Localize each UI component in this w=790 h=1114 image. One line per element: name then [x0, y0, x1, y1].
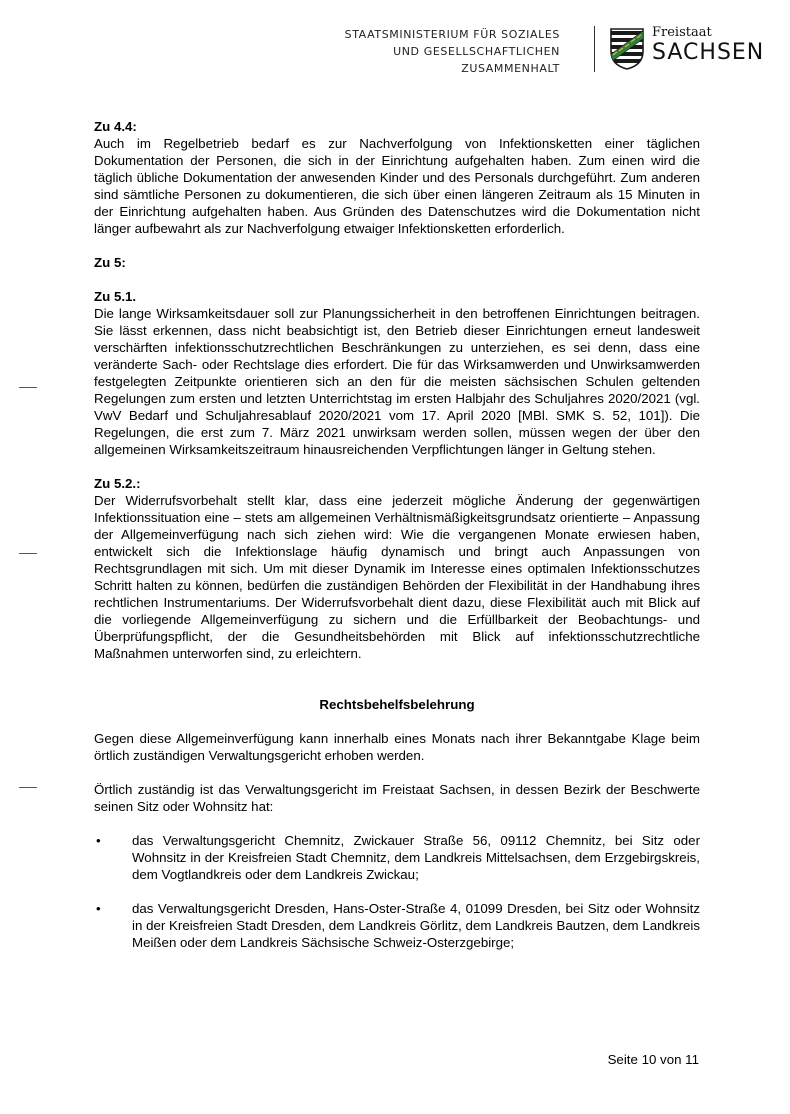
margin-fold-mark — [19, 787, 37, 788]
page-number: Seite 10 von 11 — [607, 1052, 699, 1067]
ministry-line: ZUSAMMENHALT — [461, 62, 560, 75]
bullet-icon: • — [96, 901, 101, 916]
rechtsbehelf-title: Rechtsbehelfsbelehrung — [319, 697, 475, 712]
brand-top-text: Freistaat — [652, 25, 712, 40]
section-heading-4-4: Zu 4.4: — [94, 119, 137, 134]
header-divider — [594, 26, 595, 72]
list-item — [94, 900, 700, 951]
rechtsbehelf-paragraph: Gegen diese Allgemeinverfügung kann innerhalb eines Monats nach ihrer Bekanntgabe Klage beim örtlich zuständigen Verwaltungsgericht erhoben werden. — [94, 731, 700, 763]
ministry-name — [345, 26, 560, 77]
brand-logo — [652, 26, 764, 66]
list-item-text: das Verwaltungsgericht Dresden, Hans-Oster-Straße 4, 01099 Dresden, bei Sitz oder Wohnsitz in der Kreisfreien Stadt Dresden, dem Landkreis Görlitz, dem Landkreis Bautzen, dem Landkreis Meißen oder dem Landkreis Sächsische Schweiz-Osterzgebirge; — [132, 901, 700, 950]
section-text-5-1: Die lange Wirksamkeitsdauer soll zur Planungssicherheit in den betroffenen Einrichtungen beitragen. Sie lässt erkennen, dass nicht beabsichtigt ist, den Betrieb dieser Einrichtungen erneut landesweit verschärften infektionsschutzrechtlichen Beschränkungen zu unterziehen, es sei denn, dass eine veränderte Sach- oder Rechtslage dies erfordert. Die für das Wirksamwerden und Unwirksamwerden festgelegten Zeitpunkte orientieren sich an den für die meisten sächsischen Schulen geltenden Regelungen zum ersten und letzten Unterrichtstag im ersten Halbjahr des Schuljahres 2020/2021 (vgl. VwV Bedarf und Schuljahresablauf 2020/2021 vom 17. April 2020 [MBl. SMK S. 52, 101]). Die Regelungen, die erst zum 7. März 2021 unwirksam werden sollen, müssen wegen der über den allgemeinen Wirksamkeitszeitraum hinausreichenden Verpflichtungen länger in Geltung stehen. — [94, 306, 700, 457]
section-text-5-2: Der Widerrufsvorbehalt stellt klar, dass eine jederzeit mögliche Änderung der gegenwärtigen Infektionssituation eine – stets am allgemeinen Verhältnismäßigkeitsgrundsatz orientierte – Anpassung der Allgemeinverfügung nach sich ziehen wird: Wie die vergangenen Monate erwiesen haben, entwickelt sich die Infektionslage häufig dynamisch und bringt auch Anpassungen von Rechtsgrundlagen mit sich. Um mit dieser Dynamik im Interesse eines optimalen Infektionsschutzes Schritt halten zu können, bedürfen die zuständigen Behörden der Flexibilität in der Handhabung ihres rechtlichen Instrumentariums. Der Widerrufsvorbehalt dient dazu, diese Flexibilität auch mit Blick auf die vorliegende Allgemeinverfügung zu sichern und die Erfüllbarkeit der Beobachtungs- und Überprüfungspflicht, der die Gesundheitsbehörden mit Blick auf infektionsschutzrechtliche Maßnahmen unterworfen sind, zu erleichtern. — [94, 493, 700, 661]
brand-main-text: SACHSEN — [652, 40, 765, 65]
ministry-line: STAATSMINISTERIUM FÜR SOZIALES — [344, 28, 560, 41]
section-heading-5-1: Zu 5.1. — [94, 289, 137, 304]
rechtsbehelf-paragraph: Örtlich zuständig ist das Verwaltungsgericht im Freistaat Sachsen, in dessen Bezirk der Beschwerte seinen Sitz oder Wohnsitz hat: — [94, 782, 700, 814]
section-heading-5: Zu 5: — [94, 255, 126, 270]
ministry-line: UND GESELLSCHAFTLICHEN — [393, 45, 560, 58]
bullet-icon: • — [96, 833, 101, 848]
document-body — [94, 118, 700, 951]
saxony-coat-of-arms-icon — [609, 27, 645, 71]
list-item-text: das Verwaltungsgericht Chemnitz, Zwickauer Straße 56, 09112 Chemnitz, bei Sitz oder Wohnsitz in der Kreisfreien Stadt Chemnitz, dem Landkreis Mittelsachsen, dem Erzgebirgskreis, dem Vogtlandkreis oder dem Landkreis Zwickau; — [132, 833, 700, 882]
margin-fold-mark — [19, 387, 37, 388]
section-heading-5-2: Zu 5.2.: — [94, 476, 141, 491]
list-item — [94, 832, 700, 883]
margin-fold-mark — [19, 553, 37, 554]
page-header — [300, 24, 770, 78]
section-text-4-4: Auch im Regelbetrieb bedarf es zur Nachverfolgung von Infektionsketten einer täglichen Dokumentation der Personen, die sich in der Einrichtung aufgehalten haben. Zum einen wird die täglich übliche Dokumentation der anwesenden Kinder und des Personals durchgeführt. Zum anderen sind sämtliche Personen zu dokumentieren, die sich über einen längeren Zeitraum als 15 Minuten in der Einrichtung aufgehalten haben. Aus Gründen des Datenschutzes wird die Dokumentation nicht länger aufbewahrt als zur Nachverfolgung etwaiger Infektionsketten erforderlich. — [94, 136, 700, 236]
